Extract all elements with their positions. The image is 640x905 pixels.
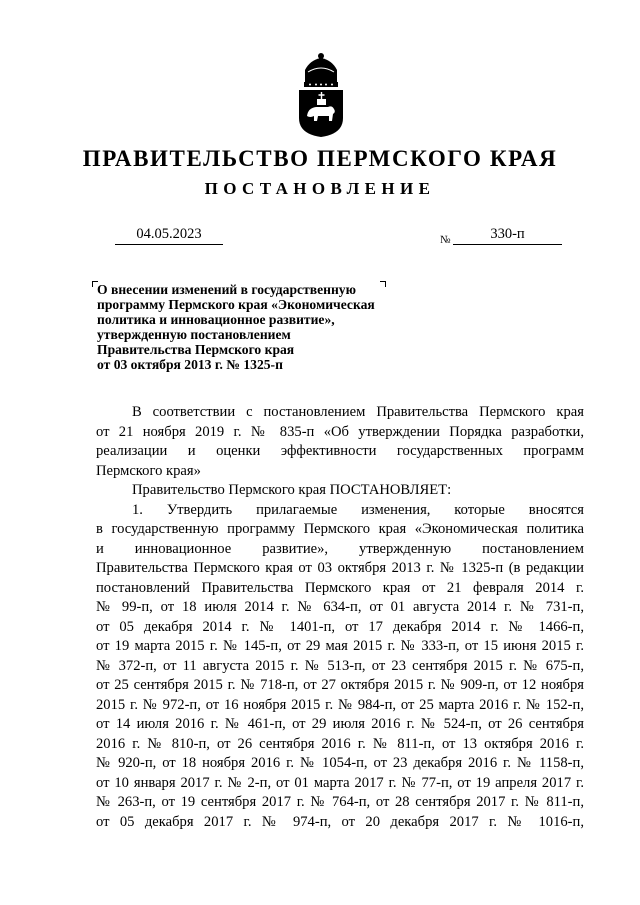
document-number: 330-п xyxy=(453,226,562,245)
organization-name: ПРАВИТЕЛЬСТВО ПЕРМСКОГО КРАЯ xyxy=(82,146,558,171)
body-line: Правительства Пермского края от 03 октября 2013 г. № 1325-п (в редакции xyxy=(96,560,584,576)
body-line: от 05 декабря 2017 г. № 974-п, от 20 декабря 2017 г. № 1016-п, xyxy=(96,813,584,830)
body-line: Пермского края» xyxy=(96,462,201,479)
body-line: Правительство Пермского края ПОСТАНОВЛЯЕТ: xyxy=(132,482,452,498)
document-subject xyxy=(97,282,427,372)
body-line: от 19 марта 2015 г. № 145-п, от 29 мая 2015 г. № 333-п, от 15 июня 2015 г. xyxy=(96,638,584,654)
body-line: 2016 г. № 810-п, от 26 сентября 2016 г. № 811-п, от 13 октября 2016 г. xyxy=(96,735,584,752)
subject-line: политика и инновационное развитие», xyxy=(97,312,335,327)
body-line: от 10 января 2017 г. № 2-п, от 01 марта 2017 г. № 77-п, от 19 апреля 2017 г. xyxy=(96,774,584,791)
body-line: и инновационное развитие», утвержденную постановлением xyxy=(96,540,584,557)
subject-line: О внесении изменений в государственную xyxy=(97,282,356,297)
coat-of-arms-icon xyxy=(296,52,346,138)
document-number-block xyxy=(440,226,562,244)
body-line: 2015 г. № 972-п, от 16 ноября 2015 г. № 984-п, от 25 марта 2016 г. № 152-п, xyxy=(96,696,584,713)
body-line: в государственную программу Пермского края «Экономическая политика xyxy=(96,521,584,537)
subject-line: от 03 октября 2013 г. № 1325-п xyxy=(97,357,283,372)
number-sign: № xyxy=(440,234,451,246)
body-line: постановлений Правительства Пермского края от 21 февраля 2014 г. xyxy=(96,579,584,596)
body-line: реализации и оценки эффективности государственных программ xyxy=(96,443,584,459)
subject-line: программу Пермского края «Экономическая xyxy=(97,297,375,312)
document-date: 04.05.2023 xyxy=(115,226,223,245)
body-line: 1. Утвердить прилагаемые изменения, которые вносятся xyxy=(132,501,584,518)
subject-line: утвержденную постановлением xyxy=(97,327,291,342)
subject-line: Правительства Пермского края xyxy=(97,342,295,357)
document-body xyxy=(96,403,584,832)
body-line: от 21 ноября 2019 г. № 835-п «Об утверждении Порядка разработки, xyxy=(96,423,584,440)
body-line: от 25 сентября 2015 г. № 718-п, от 27 октября 2015 г. № 909-п, от 12 ноября xyxy=(96,677,584,693)
body-line: В соответствии с постановлением Правительства Пермского края xyxy=(132,404,584,420)
body-line: № 372-п, от 11 августа 2015 г. № 513-п, от 23 сентября 2015 г. № 675-п, xyxy=(96,657,584,674)
body-line: № 920-п, от 18 ноября 2016 г. № 1054-п, от 23 декабря 2016 г. № 1158-п, xyxy=(96,755,584,771)
body-line: от 05 декабря 2014 г. № 1401-п, от 17 декабря 2014 г. № 1466-п, xyxy=(96,618,584,635)
body-line: № 99-п, от 18 июля 2014 г. № 634-п, от 01 августа 2014 г. № 731-п, xyxy=(96,599,584,615)
body-line: № 263-п, от 19 сентября 2017 г. № 764-п, от 28 сентября 2017 г. № 811-п, xyxy=(96,794,584,810)
body-line: от 14 июля 2016 г. № 461-п, от 29 июля 2016 г. № 524-п, от 26 сентября xyxy=(96,716,584,732)
document-type: ПОСТАНОВЛЕНИЕ xyxy=(204,179,436,198)
